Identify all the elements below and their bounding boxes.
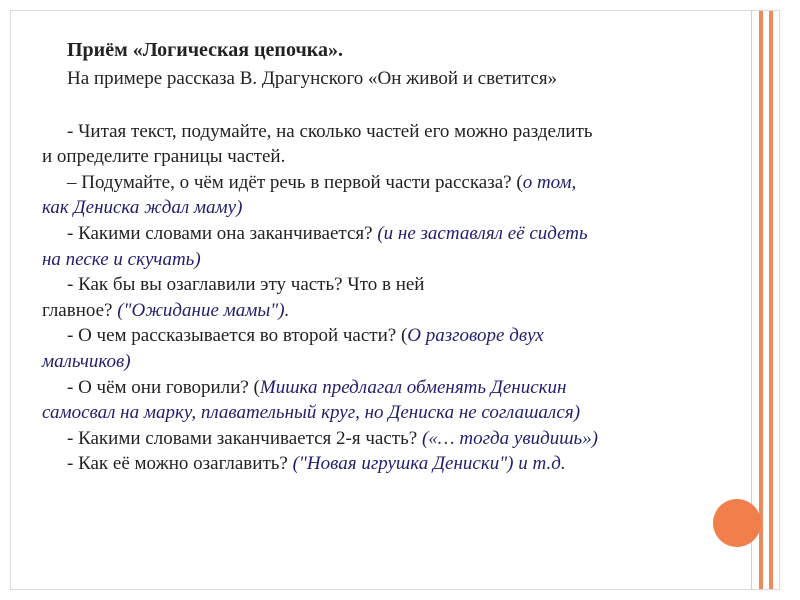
decorative-circle [713,499,761,547]
question-line [42,170,702,196]
answer-text: ("Новая игрушка Дениски") и т.д. [292,453,566,475]
question-line [42,375,702,401]
question-line [42,221,702,247]
question-text: - О чём они говорили? ( [67,376,260,398]
decorative-stripe [769,11,773,589]
answer-text: мальчиков) [42,350,131,372]
question-text: главное? [42,299,118,321]
question-text: - Какими словами она заканчивается? [67,222,378,244]
question-text: - О чем рассказывается во второй части? ( [67,325,408,347]
question-line: и определите границы частей. [42,146,286,168]
decorative-line [751,11,752,589]
answer-text: ("Ожидание мамы"). [117,299,290,321]
answer-text: на песке и скучать) [42,248,201,270]
question-text: - Какими словами заканчивается 2-я часть? [67,427,422,449]
answer-text: (и не заставлял её сидеть [377,222,588,244]
question-line [42,426,702,452]
question-line [42,298,702,324]
question-text: – Подумайте, о чём идёт речь в первой части рассказа? ( [67,171,523,193]
question-line [42,323,702,349]
question-line: - Как бы вы озаглавили эту часть? Что в ней [67,274,425,296]
question-text: - Как её можно озаглавить? [67,453,293,475]
answer-text: самосвал на марку, плавательный круг, но Дениска не соглашался) [42,402,581,424]
question-line [42,451,702,477]
answer-text: О разговоре двух [407,325,544,347]
answer-line [42,349,702,375]
decorative-stripe [759,11,763,589]
question-line: - Читая текст, подумайте, на сколько частей его можно разделить [67,120,593,142]
answer-text: Мишка предлагал обменять Денискин [259,376,567,398]
answer-text: («… тогда увидишь») [421,427,599,449]
answer-text: как Дениска ждал маму) [42,197,243,219]
slide-content [42,38,702,477]
answer-line [42,195,702,221]
answer-line [42,247,702,273]
answer-text: о том, [522,171,577,193]
slide-title: Приём «Логическая цепочка». [67,39,343,61]
answer-line [42,400,702,426]
subtitle: На примере рассказа В. Драгунского «Он живой и светится» [67,68,558,89]
